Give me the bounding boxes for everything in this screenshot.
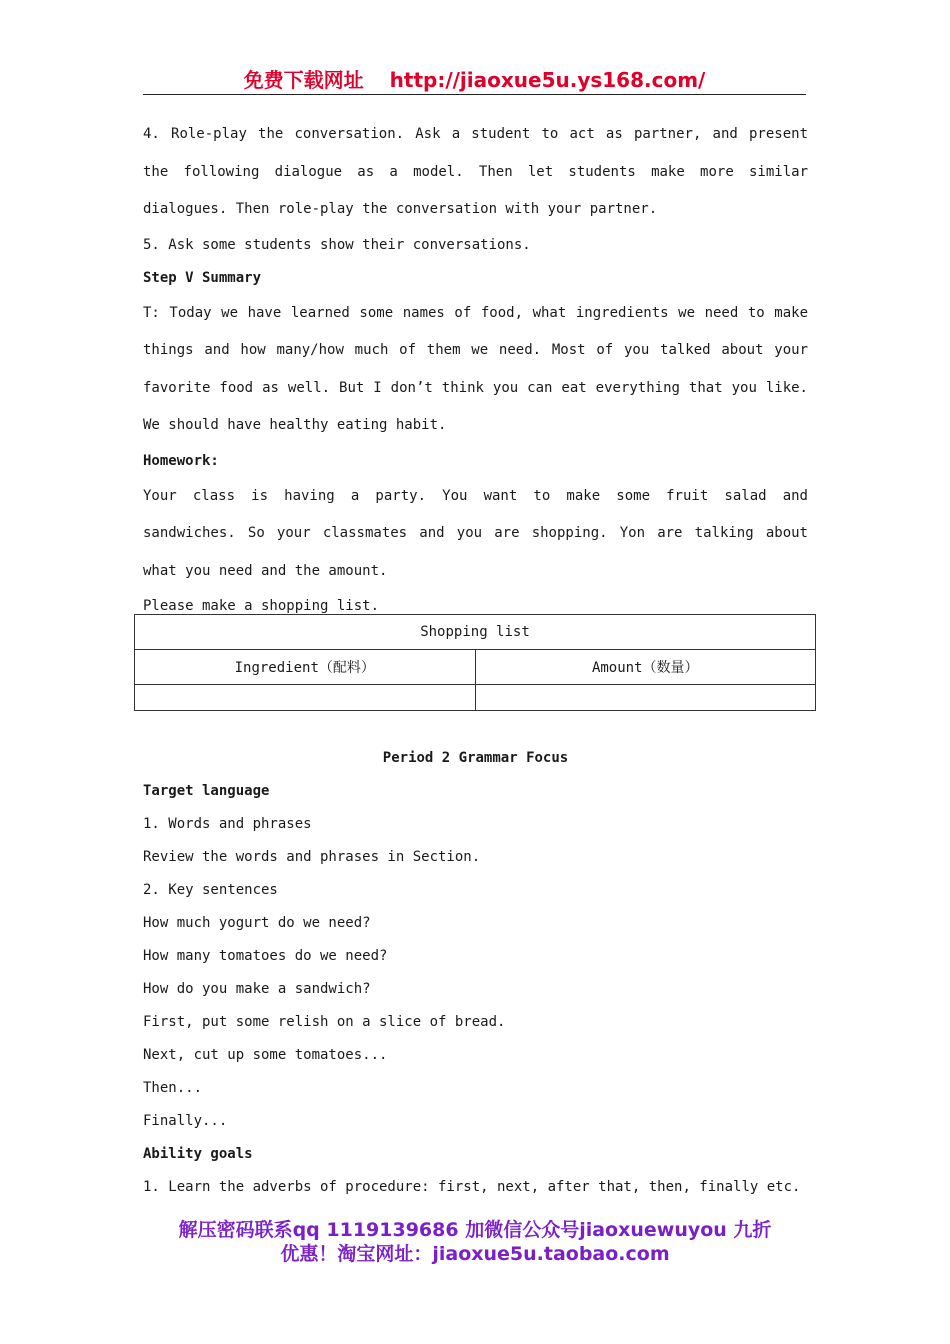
list-item: Finally... [143,1113,228,1129]
list-item: Review the words and phrases in Section. [143,849,481,865]
list-item: How much yogurt do we need? [143,915,371,931]
ability-goals-heading: Ability goals [143,1146,253,1162]
upper-content [143,116,808,623]
period2-title: Period 2 Grammar Focus [382,750,569,766]
ingredient-cell [135,685,476,711]
list-item: How many tomatoes do we need? [143,948,388,964]
list-item: How do you make a sandwich? [143,981,371,997]
list-item: First, put some relish on a slice of bread. [143,1014,506,1030]
homework-heading: Homework: [143,452,219,469]
amount-column-header: Amount（数量） [475,650,816,685]
list-item: 1. Words and phrases [143,816,312,832]
page-footer [100,1218,850,1266]
step-item-4: 4. Role-play the conversation. Ask a student to act as partner, and present the following dialogue as a model. Then let students make more similar dialogues. Then role-play the conversation with your partner. [143,126,808,217]
amount-cell [475,685,816,711]
summary-text: T: Today we have learned some names of food, what ingredients we need to make things and how many/how much of them we need. Most of you talked about your favorite food as well. But I don’t think you can eat everything that you like. We should have healthy eating habit. [143,304,808,433]
footer-line-1: 解压密码联系qq 1119139686 加微信公众号jiaoxuewuyou 九折 [178,1219,772,1241]
page-header [143,64,806,95]
target-language-heading: Target language [143,783,270,799]
homework-task: Please make a shopping list. [143,598,380,614]
list-item: 2. Key sentences [143,882,278,898]
site-label: 免费下载网址 [243,68,364,92]
ingredient-column-header: Ingredient（配料） [135,650,476,685]
ability-item-1: 1. Learn the adverbs of procedure: first, next, after that, then, finally etc. [143,1179,801,1195]
step-item-5: 5. Ask some students show their conversations. [143,236,531,253]
period2-content [143,742,808,1204]
summary-heading: Step V Summary [143,269,262,286]
homework-text: Your class is having a party. You want to make some fruit salad and sandwiches. So your classmates and you are shopping. Yon are talking about what you need and the amount. [143,487,808,579]
shopping-list-table [134,614,816,711]
site-url-link[interactable]: http://jiaoxue5u.ys168.com/ [389,68,706,92]
footer-line-2: 优惠！淘宝网址：jiaoxue5u.taobao.com [280,1243,670,1265]
list-item: Then... [143,1080,203,1096]
list-item: Next, cut up some tomatoes... [143,1047,388,1063]
shopping-list-title: Shopping list [135,615,816,650]
